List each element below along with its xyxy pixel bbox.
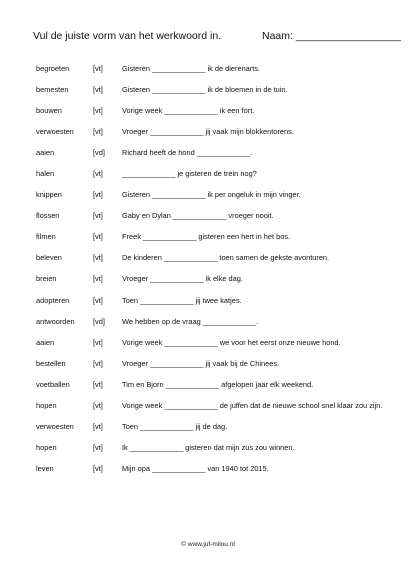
verb-label: bestellen bbox=[36, 358, 66, 368]
exercise-row bbox=[0, 211, 416, 232]
exercise-row bbox=[0, 169, 416, 190]
tense-tag: [vt] bbox=[93, 232, 103, 242]
verb-label: halen bbox=[36, 169, 55, 179]
exercise-row bbox=[0, 422, 416, 443]
tense-tag: [vt] bbox=[93, 421, 103, 431]
sentence-text: Tim en Bjorn _____________ afgelopen jaar elk weekend. bbox=[122, 379, 314, 389]
exercise-row bbox=[0, 106, 416, 127]
verb-label: flossen bbox=[36, 211, 60, 221]
sentence-text: We hebben op de vraag _____________. bbox=[122, 316, 259, 326]
verb-label: bouwen bbox=[36, 106, 62, 116]
verb-label: begroeten bbox=[36, 64, 70, 73]
tense-tag: [vt] bbox=[93, 253, 103, 263]
verb-label: knippen bbox=[36, 190, 62, 200]
verb-label: hopen bbox=[36, 442, 57, 452]
tense-tag: [vt] bbox=[93, 379, 103, 389]
sentence-text: Vorige week _____________ we voor het eerst onze nieuwe hond. bbox=[122, 337, 341, 347]
tense-tag: [vd] bbox=[93, 148, 105, 158]
tense-tag: [vt] bbox=[93, 127, 103, 137]
sentence-text: Toen _____________ jij de dag. bbox=[122, 421, 228, 431]
verb-label: antwoorden bbox=[36, 316, 75, 326]
sentence-text: _____________ je gisteren de trein nog? bbox=[122, 169, 257, 179]
exercise-row bbox=[0, 253, 416, 274]
tense-tag: [vt] bbox=[93, 337, 103, 347]
tense-tag: [vd] bbox=[93, 316, 105, 326]
tense-tag: [vt] bbox=[93, 211, 103, 221]
sentence-text: Gisteren _____________ ik per ongeluk in mijn vinger. bbox=[122, 190, 301, 200]
footer-copyright: © www.juf-milou.nl bbox=[181, 541, 235, 548]
worksheet-title: Vul de juiste vorm van het werkwoord in. bbox=[33, 30, 222, 42]
exercise-row bbox=[0, 232, 416, 253]
verb-label: hopen bbox=[36, 400, 57, 410]
exercise-row bbox=[0, 401, 416, 422]
name-field: Naam: __________________ bbox=[262, 30, 401, 42]
exercise-row bbox=[0, 317, 416, 338]
sentence-text: Gaby en Dylan _____________ vroeger nooit. bbox=[122, 211, 274, 221]
exercise-row bbox=[0, 464, 416, 485]
exercise-row bbox=[0, 148, 416, 169]
tense-tag: [vt] bbox=[93, 190, 103, 200]
tense-tag: [vt] bbox=[93, 400, 103, 410]
tense-tag: [vt] bbox=[93, 64, 103, 73]
verb-label: aaien bbox=[36, 337, 55, 347]
exercise-row bbox=[0, 338, 416, 359]
tense-tag: [vt] bbox=[93, 442, 103, 452]
verb-label: leven bbox=[36, 463, 54, 473]
sentence-text: Vorige week _____________ ik een fort. bbox=[122, 106, 255, 116]
exercise-row bbox=[0, 296, 416, 317]
sentence-text: Gisteren _____________ ik de dierenarts. bbox=[122, 64, 261, 73]
verb-label: voetballen bbox=[36, 379, 70, 389]
exercise-row bbox=[0, 443, 416, 464]
exercise-row bbox=[0, 380, 416, 401]
exercise-row bbox=[0, 85, 416, 106]
tense-tag: [vt] bbox=[93, 274, 103, 284]
exercise-row bbox=[0, 127, 416, 148]
exercise-list bbox=[0, 64, 416, 485]
tense-tag: [vt] bbox=[93, 463, 103, 473]
verb-label: breien bbox=[36, 274, 57, 284]
sentence-text: Vroeger _____________ jij vaak bij de Chinees. bbox=[122, 358, 280, 368]
sentence-text: Vroeger _____________ ik elke dag. bbox=[122, 274, 243, 284]
verb-label: bemesten bbox=[36, 85, 69, 95]
exercise-row bbox=[0, 64, 416, 85]
exercise-row bbox=[0, 190, 416, 211]
sentence-text: Gisteren _____________ ik de bloemen in de tuin. bbox=[122, 85, 288, 95]
tense-tag: [vt] bbox=[93, 106, 103, 116]
sentence-text: Freek _____________ gisteren een hert in het bos. bbox=[122, 232, 291, 242]
sentence-text: Toen _____________ jij twee katjes. bbox=[122, 295, 242, 305]
tense-tag: [vt] bbox=[93, 358, 103, 368]
verb-label: verwoesten bbox=[36, 127, 74, 137]
sentence-text: Richard heeft de hond _____________. bbox=[122, 148, 253, 158]
verb-label: verwoesten bbox=[36, 421, 74, 431]
worksheet-header bbox=[0, 30, 416, 46]
sentence-text: Vroeger _____________ jij vaak mijn blokkentorens. bbox=[122, 127, 294, 137]
verb-label: filmen bbox=[36, 232, 56, 242]
tense-tag: [vt] bbox=[93, 169, 103, 179]
verb-label: beleven bbox=[36, 253, 62, 263]
sentence-text: Mijn opa _____________ van 1940 tot 2015. bbox=[122, 463, 269, 473]
tense-tag: [vt] bbox=[93, 85, 103, 95]
sentence-text: Ik _____________ gisteren dat mijn zus zou winnen. bbox=[122, 442, 295, 452]
verb-label: aaien bbox=[36, 148, 55, 158]
exercise-row bbox=[0, 274, 416, 295]
sentence-text: Vorige week _____________ de juffen dat de nieuwe school snel klaar zou zijn. bbox=[122, 400, 383, 410]
verb-label: adopteren bbox=[36, 295, 70, 305]
exercise-row bbox=[0, 359, 416, 380]
sentence-text: De kinderen _____________ toen samen de gekste avonturen. bbox=[122, 253, 330, 263]
tense-tag: [vt] bbox=[93, 295, 103, 305]
